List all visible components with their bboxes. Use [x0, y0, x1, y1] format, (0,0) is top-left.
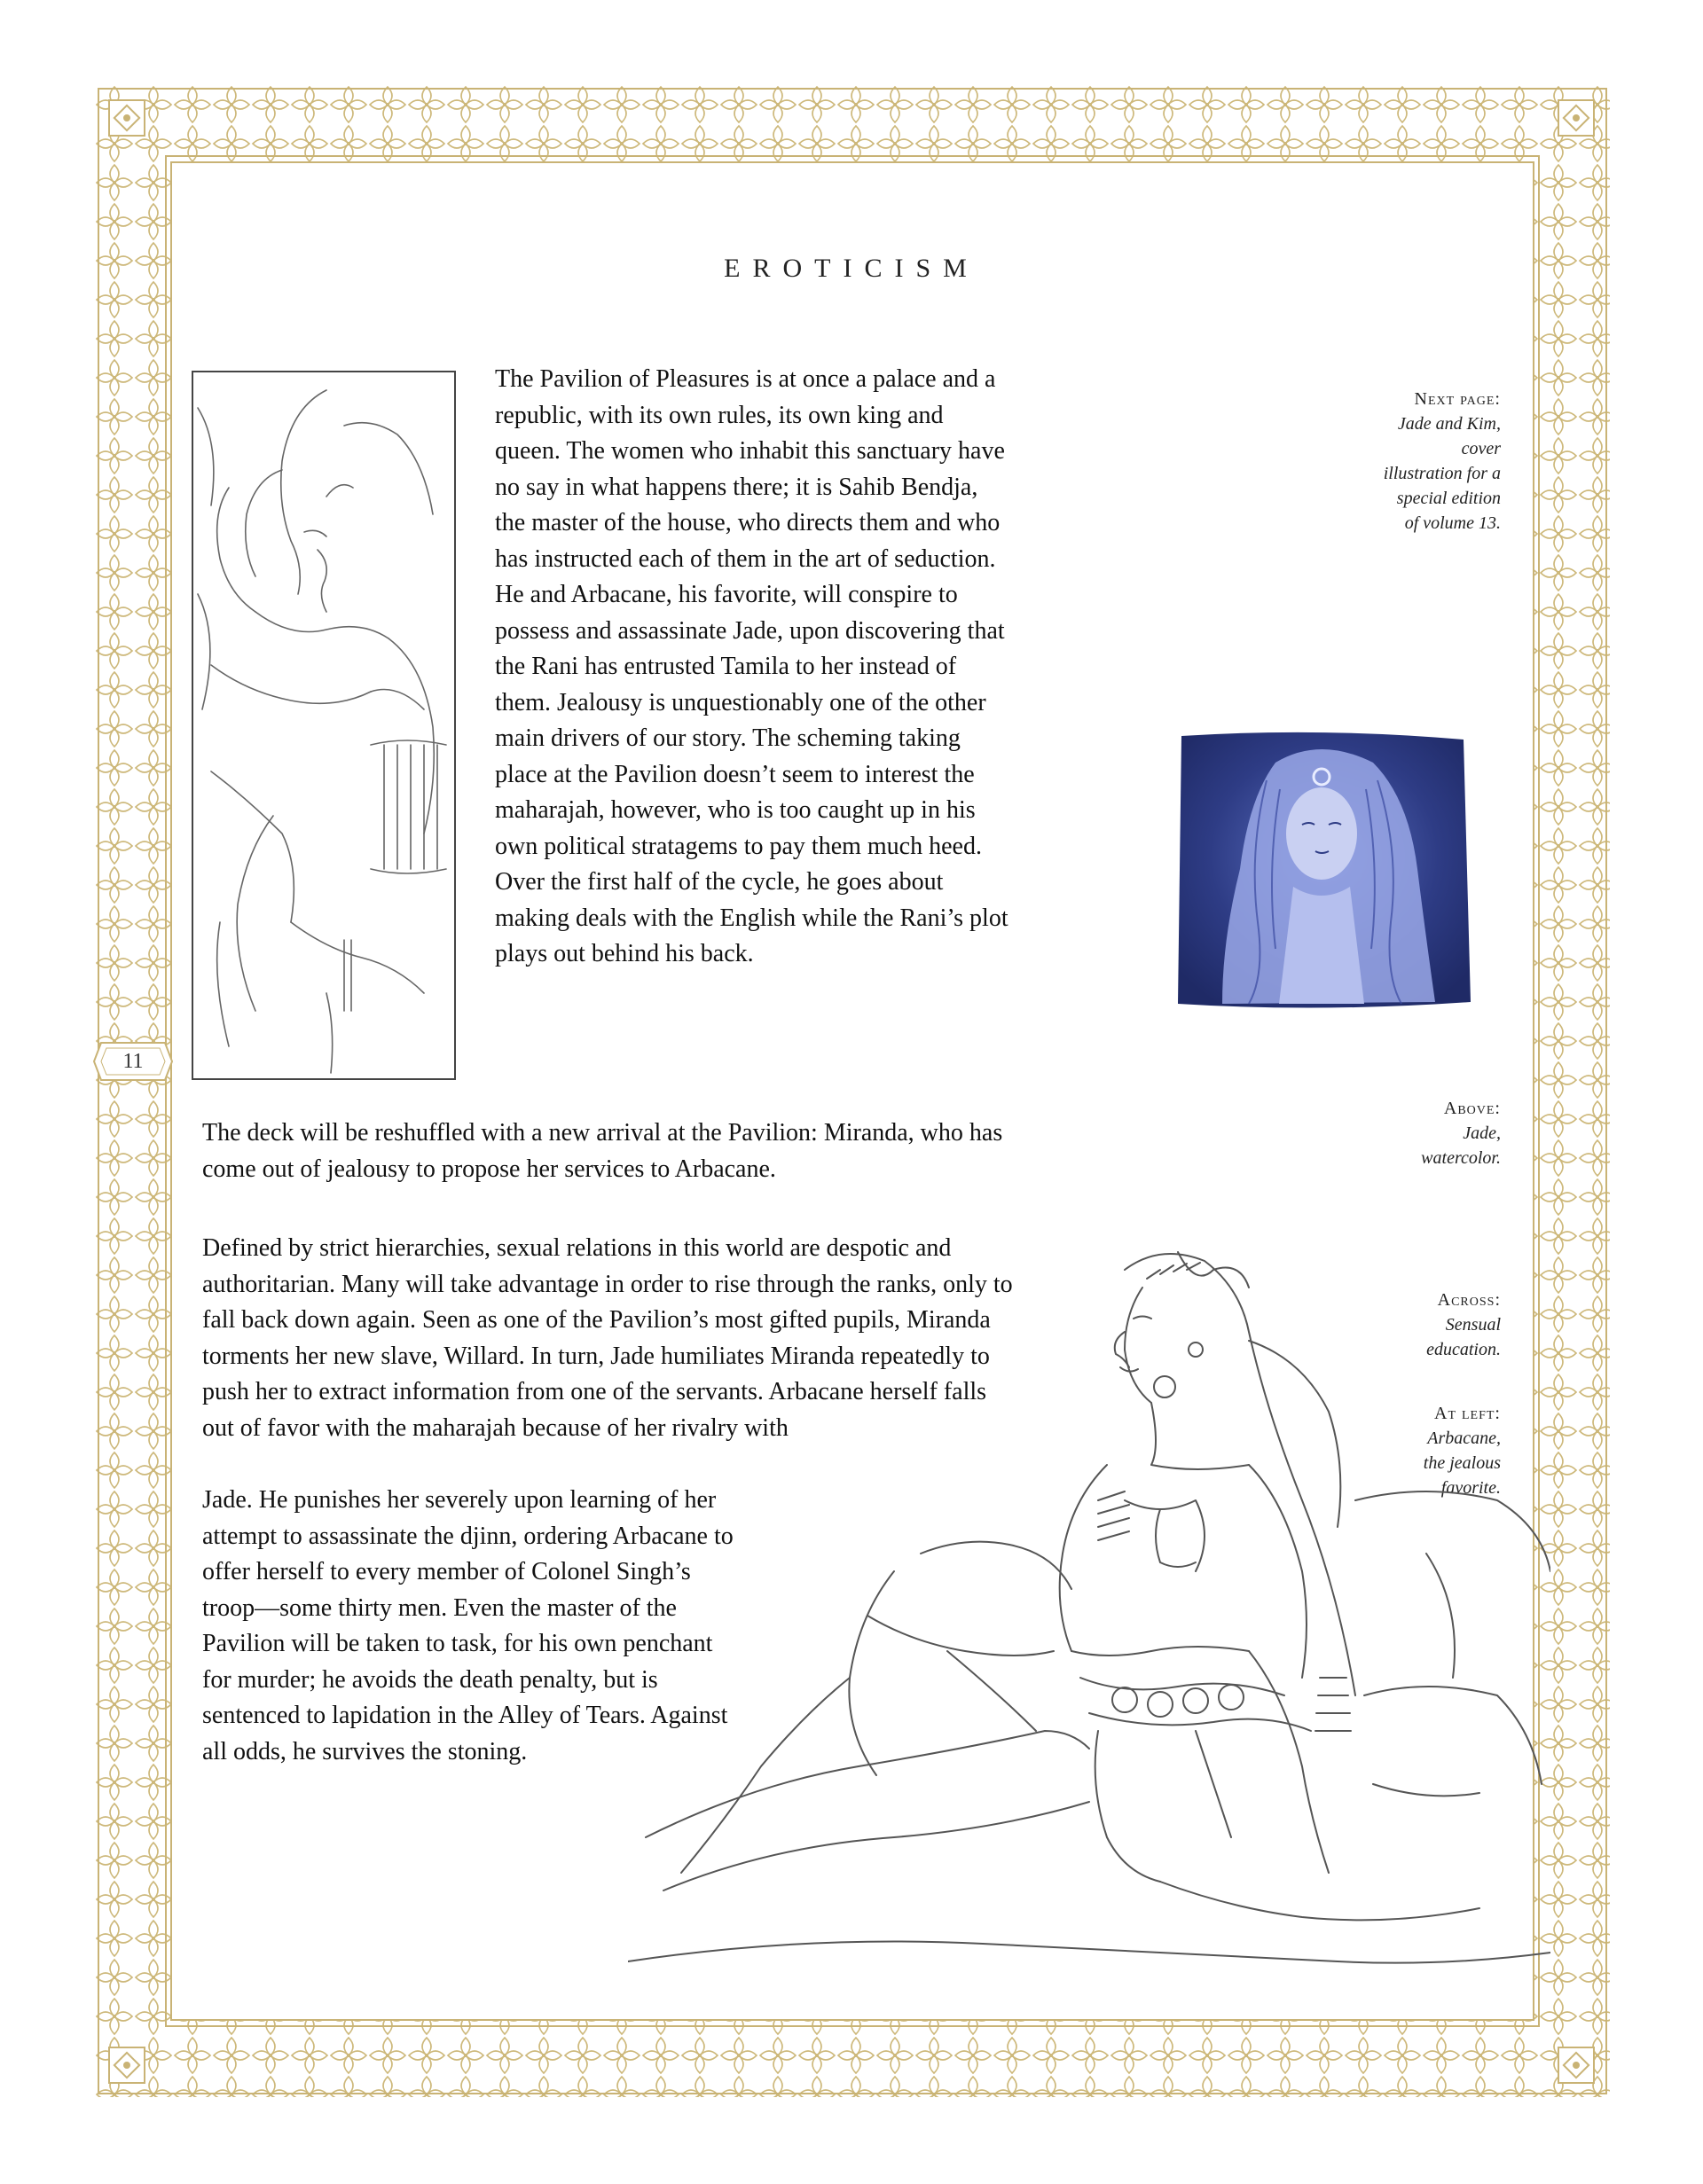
jade-watercolor — [1169, 727, 1476, 1014]
corner-ornament-icon — [105, 2043, 149, 2087]
pencil-sketch-kiss — [192, 371, 456, 1080]
caption-next-page — [1384, 387, 1501, 536]
caption-line: cover — [1461, 439, 1501, 458]
caption-above — [1421, 1096, 1501, 1170]
kiss-sketch-image — [193, 372, 456, 1080]
caption-line: Jade, — [1463, 1123, 1501, 1143]
paragraph-hierarchies-continued: Jade. He punishes her severely upon learning of her attempt to assassinate the djinn, ordering Arbacane to offer herself to every member of Colonel Singh’s troop—some thirty men. Even the master of the Pavilion will be taken to task, for his own penchant for murder; he avoids the death penalty, but is sentenced to lapidation in the Alley of Tears. Against all odds, he survives the stoning. — [202, 1486, 734, 1765]
corner-ornament-icon — [105, 96, 149, 140]
caption-label: Across: — [1437, 1290, 1501, 1310]
caption-line: of volume 13. — [1404, 513, 1501, 533]
page-number: 11 — [122, 1050, 144, 1073]
caption-line: Arbacane, — [1427, 1429, 1501, 1448]
paragraph-pavilion: The Pavilion of Pleasures is at once a palace and a republic, with its own rules, its own king and queen. The women who inhabit this sanctuary have no say in what happens there; it is Sahib Bendja, the master of the house, who directs them and who has instructed each of them in the art of seduction. He and Arbacane, his favorite, will conspire to possess and assassinate Jade, upon discovering that the Rani has entrusted Tamila to her instead of them. Jealousy is unquestionably one of the other main drivers of our story. The scheming taking place at the Pavilion doesn’t seem to interest the maharajah, however, who is too caught up in his own political stratagems to pay them much heed. Over the first half of the cycle, he goes about making deals with the English while the Rani’s plot plays out behind his back. — [495, 365, 1008, 967]
corner-ornament-icon — [1554, 96, 1598, 140]
caption-line: education. — [1426, 1340, 1501, 1359]
dancer-sketch-image — [628, 1234, 1550, 2024]
paragraph-miranda: The deck will be reshuffled with a new arrival at the Pavilion: Miranda, who has come out of jealousy to propose her services to Arbacane. — [202, 1119, 1003, 1183]
caption-line: Sensual — [1445, 1315, 1501, 1335]
caption-label: Next page: — [1414, 389, 1501, 409]
caption-line: illustration for a — [1383, 464, 1501, 483]
page-title: EROTICISM — [724, 254, 979, 283]
paragraph-hierarchies: Defined by strict hierarchies, sexual relations in this world are despotic and authoritarian. Many will take advantage in order to rise through the ranks, only to fall back down again. Seen as one of the Pavilion’s most gifted pupils, Miranda torments her new slave, Willard. In turn, Jade humiliates Miranda repeatedly to push her to extract information from one of the servants. Arbacane herself falls out of favor with the maharajah because of her rivalry with — [202, 1234, 1013, 1442]
pencil-sketch-dancer — [628, 1234, 1550, 2024]
watercolor-image — [1169, 727, 1476, 1014]
caption-line: Jade and Kim, — [1397, 414, 1501, 434]
caption-label: Above: — [1443, 1099, 1501, 1118]
caption-line: special edition — [1396, 489, 1501, 508]
caption-line: favorite. — [1440, 1478, 1501, 1498]
caption-line: watercolor. — [1421, 1148, 1501, 1168]
corner-ornament-icon — [1554, 2043, 1598, 2087]
caption-line: the jealous — [1423, 1453, 1501, 1473]
caption-label: At left: — [1434, 1404, 1501, 1423]
